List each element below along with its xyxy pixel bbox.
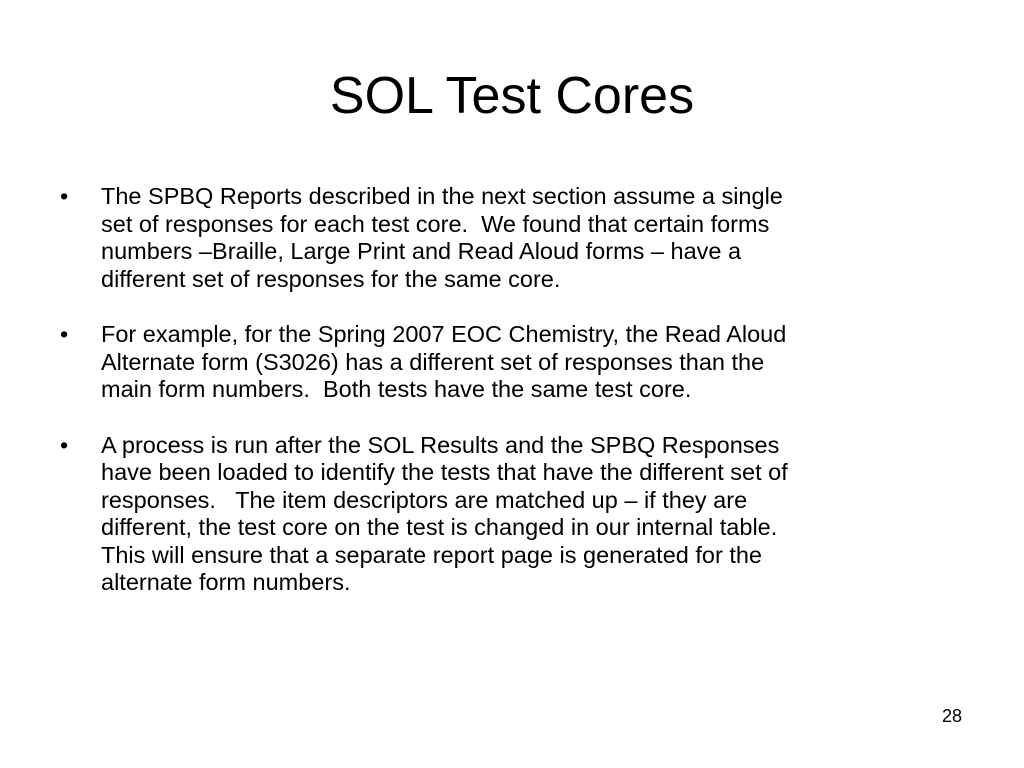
bullet-item (56, 321, 956, 404)
bullet-item (56, 183, 956, 293)
bullet-text: The SPBQ Reports described in the next section assume a single set of responses for each test core. We found that certain forms numbers –Braille, Large Print and Read Aloud forms – have a different set of responses for the same core. (101, 183, 783, 292)
bullet-text: A process is run after the SOL Results and the SPBQ Responses have been loaded to identify the tests that have the different set of responses. The item descriptors are matched up – if they are different, the test core on the test is changed in our internal table. This will ensure that a separate report page is generated for the alternate form numbers. (101, 431, 788, 595)
bullet-list (56, 183, 956, 625)
bullet-point: • (60, 183, 69, 209)
bullet-item (56, 432, 956, 597)
slide-title: SOL Test Cores (329, 67, 695, 125)
bullet-text: For example, for the Spring 2007 EOC Chemistry, the Read Aloud Alternate form (S3026) has a different set of responses than the main form numbers. Both tests have the same test core. (101, 321, 787, 402)
bullet-point: • (60, 321, 69, 347)
bullet-point: • (60, 431, 69, 458)
page-number: 28 (941, 706, 962, 726)
